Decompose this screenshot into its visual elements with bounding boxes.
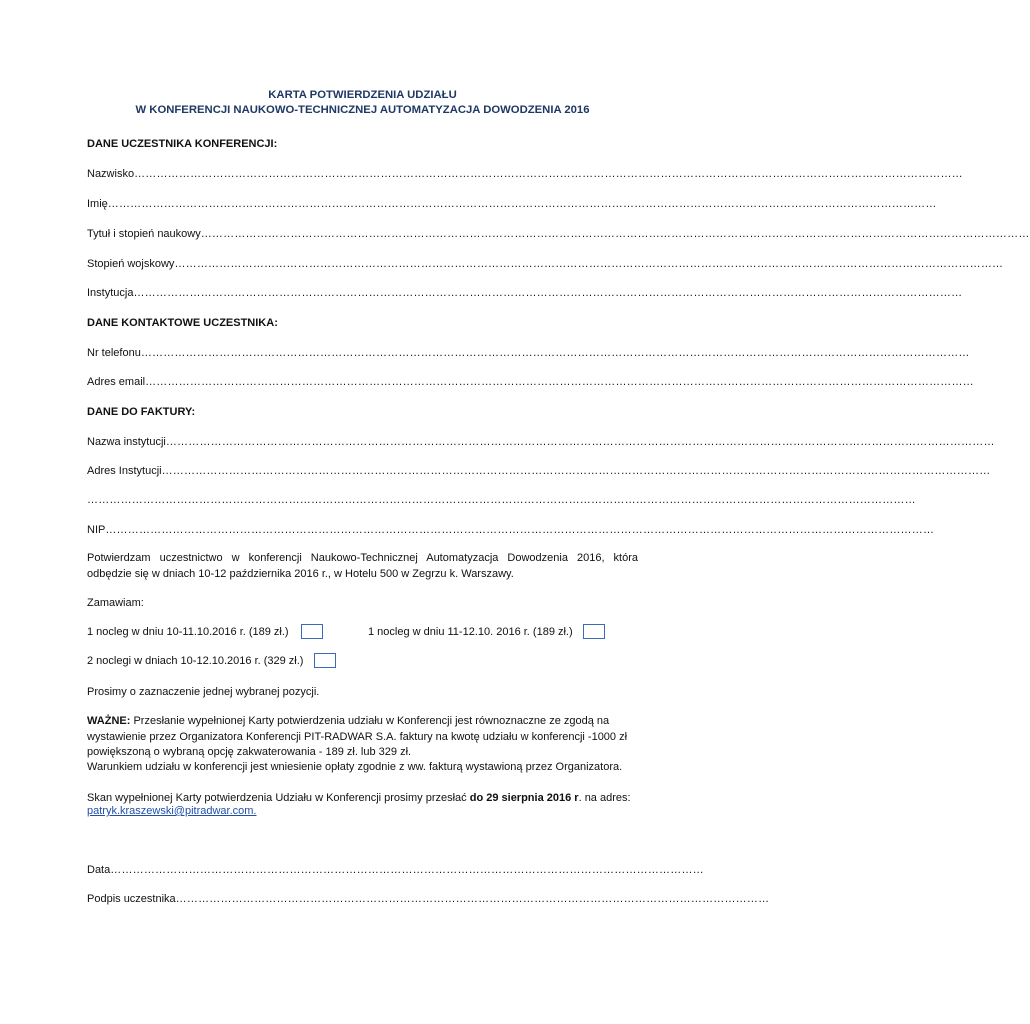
institution-fill-line: …………………………………………………………………………………………………………………………………………………………………………………………………… bbox=[133, 287, 963, 299]
form-title-line2: W KONFERENCJI NAUKOWO-TECHNICZNEJ AUTOMATYZACJA DOWODZENIA 2016 bbox=[135, 104, 590, 116]
option3-checkbox[interactable] bbox=[314, 653, 336, 668]
order-label: Zamawiam: bbox=[87, 597, 144, 609]
institution-name-field[interactable] bbox=[87, 436, 995, 448]
date-fill-line: …………………………………………………………………………………………………………………………………………… bbox=[110, 864, 704, 876]
first-name-label: Imię bbox=[87, 198, 108, 210]
military-rank-label: Stopień wojskowy bbox=[87, 258, 175, 270]
institution-name-fill-line: …………………………………………………………………………………………………………………………………………………………………………………………………… bbox=[165, 436, 995, 448]
option1-checkbox[interactable] bbox=[301, 624, 323, 639]
email-fill-line: …………………………………………………………………………………………………………………………………………………………………………………………………… bbox=[145, 376, 974, 388]
option1-label: 1 nocleg w dniu 10-11.10.2016 r. (189 zł.) bbox=[87, 626, 289, 638]
send-deadline: do 29 sierpnia 2016 r bbox=[469, 792, 579, 804]
form-title-line1: KARTA POTWIERDZENIA UDZIAŁU bbox=[268, 89, 457, 101]
order-note: Prosimy o zaznaczenie jednej wybranej pozycji. bbox=[87, 686, 320, 698]
send-post: . na adres: bbox=[578, 792, 631, 804]
signature-field[interactable] bbox=[87, 893, 770, 905]
send-pre: Skan wypełnionej Karty potwierdzenia Udziału w Konferencji prosimy przesłać bbox=[87, 792, 470, 804]
institution-address-fill-line-2: …………………………………………………………………………………………………………………………………………………………………………………………………… bbox=[87, 494, 916, 506]
important-line2: wystawienie przez Organizatora Konferencji PIT-RADWAR S.A. faktury na kwotę udziału w konferencji -1000 zł bbox=[87, 731, 628, 743]
institution-label: Instytucja bbox=[87, 287, 134, 299]
section-participant: DANE UCZESTNIKA KONFERENCJI: bbox=[87, 138, 278, 150]
first-name-field[interactable] bbox=[87, 198, 937, 210]
option2-label: 1 nocleg w dniu 11-12.10. 2016 r. (189 zł.) bbox=[368, 626, 573, 638]
phone-label: Nr telefonu bbox=[87, 347, 141, 359]
confirm-line1: Potwierdzam uczestnictwo w konferencji Naukowo-Technicznej Automatyzacja Dowodzenia 2016, która bbox=[87, 552, 638, 564]
nip-fill-line: …………………………………………………………………………………………………………………………………………………………………………………………………… bbox=[105, 524, 935, 536]
date-label: Data bbox=[87, 864, 111, 876]
institution-name-label: Nazwa instytucji bbox=[87, 436, 166, 448]
military-rank-field[interactable] bbox=[87, 258, 1004, 270]
phone-field[interactable] bbox=[87, 347, 970, 359]
option2-checkbox[interactable] bbox=[583, 624, 605, 639]
nip-field[interactable] bbox=[87, 524, 935, 536]
institution-address-field-2[interactable] bbox=[87, 494, 916, 506]
military-rank-fill-line: …………………………………………………………………………………………………………………………………………………………………………………………………… bbox=[174, 258, 1004, 270]
institution-address-field[interactable] bbox=[87, 465, 991, 477]
signature-fill-line: …………………………………………………………………………………………………………………………………………… bbox=[175, 893, 770, 905]
confirm-line2: odbędzie się w dniach 10-12 października 2016 r., w Hotelu 500 w Zegrzu k. Warszawy. bbox=[87, 568, 514, 580]
nip-label: NIP bbox=[87, 524, 106, 536]
important-line4: Warunkiem udziału w konferencji jest wniesienie opłaty zgodnie z ww. fakturą wystawioną przez Organizatora. bbox=[87, 761, 623, 773]
surname-label: Nazwisko bbox=[87, 168, 135, 180]
institution-address-fill-line: …………………………………………………………………………………………………………………………………………………………………………………………………… bbox=[161, 465, 991, 477]
phone-fill-line: …………………………………………………………………………………………………………………………………………………………………………………………………… bbox=[140, 347, 970, 359]
email-field[interactable] bbox=[87, 376, 974, 388]
institution-field[interactable] bbox=[87, 287, 963, 299]
option3-label: 2 noclegi w dniach 10-12.10.2016 r. (329 zł.) bbox=[87, 655, 304, 667]
section-contact: DANE KONTAKTOWE UCZESTNIKA: bbox=[87, 317, 278, 329]
important-text1: Przesłanie wypełnionej Karty potwierdzenia udziału w Konferencji jest równoznaczne ze zgodą na bbox=[130, 715, 610, 727]
important-label: WAŻNE: bbox=[87, 715, 131, 727]
title-degree-label: Tytuł i stopień naukowy bbox=[87, 228, 201, 240]
title-degree-fill-line: …………………………………………………………………………………………………………………………………………………………………………………………………… bbox=[200, 228, 1030, 240]
date-field[interactable] bbox=[87, 864, 704, 876]
important-line1 bbox=[87, 713, 638, 729]
signature-label: Podpis uczestnika bbox=[87, 893, 176, 905]
section-invoice: DANE DO FAKTURY: bbox=[87, 406, 196, 418]
institution-address-label: Adres Instytucji bbox=[87, 465, 162, 477]
email-label: Adres email bbox=[87, 376, 146, 388]
title-degree-field[interactable] bbox=[87, 228, 1030, 240]
send-instruction bbox=[87, 790, 638, 806]
first-name-fill-line: …………………………………………………………………………………………………………………………………………………………………………………………………… bbox=[107, 198, 937, 210]
surname-fill-line: …………………………………………………………………………………………………………………………………………………………………………………………………… bbox=[134, 168, 963, 180]
surname-field[interactable] bbox=[87, 168, 963, 180]
contact-email-link[interactable]: patryk.kraszewski@pitradwar.com. bbox=[87, 805, 257, 817]
important-line3: powiększoną o wybraną opcję zakwaterowania - 189 zł. lub 329 zł. bbox=[87, 746, 412, 758]
